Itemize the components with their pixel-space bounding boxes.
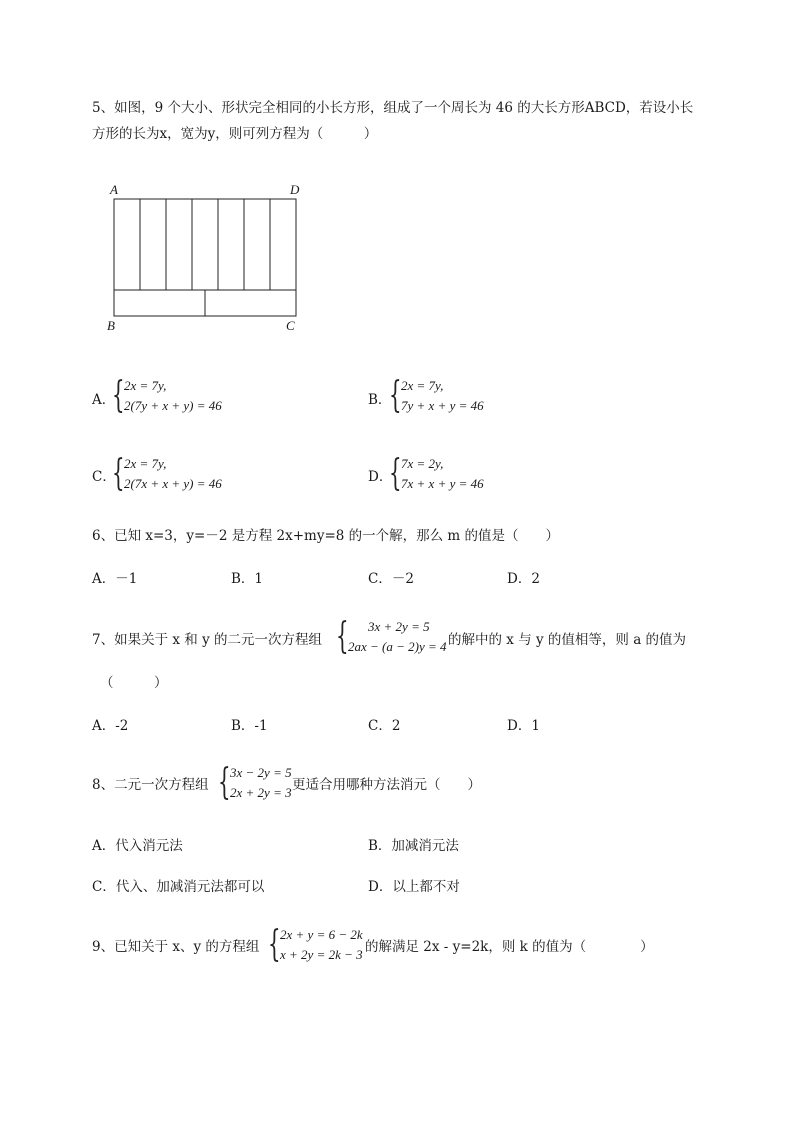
q8-stem-pre: 8、二元一次方程组 bbox=[92, 777, 209, 793]
q5-option-c-system: { 2x = 7y, 2(7x + x + y) = 46 bbox=[112, 453, 222, 494]
label-C: C bbox=[286, 318, 295, 333]
q7-option-c[interactable]: C．2 bbox=[368, 718, 401, 734]
q7-option-a[interactable]: A．-2 bbox=[92, 718, 129, 734]
label-A: A bbox=[110, 182, 118, 197]
q8-stem-post: 更适合用哪种方法消元（ ） bbox=[292, 777, 481, 793]
q7-stem-post: 的解中的 x 与 y 的值相等，则 a 的值为 bbox=[448, 632, 687, 648]
q9-stem-post: 的解满足 2x - y=2k，则 k 的值为（ ） bbox=[365, 939, 654, 955]
q5-option-b-key[interactable]: B． bbox=[368, 392, 392, 408]
q9-stem-pre: 9、已知关于 x、y 的方程组 bbox=[92, 939, 260, 955]
q5-option-d-system: { 7x = 2y, 7x + x + y = 46 bbox=[389, 453, 484, 494]
q6-option-d[interactable]: D．2 bbox=[507, 571, 540, 587]
q8-option-a[interactable]: A．代入消元法 bbox=[92, 838, 183, 854]
q7-option-b[interactable]: B．-1 bbox=[231, 718, 268, 734]
q7-stem-pre: 7、如果关于 x 和 y 的二元一次方程组 bbox=[92, 632, 322, 648]
q8-option-b[interactable]: B．加减消元法 bbox=[368, 838, 459, 854]
q5-option-a-key[interactable]: A． bbox=[92, 392, 116, 408]
q5-option-b-system: { 2x = 7y, 7y + x + y = 46 bbox=[389, 375, 484, 416]
q6-stem: 6、已知 x=3，y=－2 是方程 2x+my=8 的一个解，那么 m 的值是（ ） bbox=[92, 528, 560, 544]
q5-stem-line2: 方形的长为x，宽为y，则可列方程为（ ） bbox=[92, 126, 378, 142]
q8-option-d[interactable]: D．以上都不对 bbox=[368, 879, 460, 895]
q7-system: { 3x + 2y = 5 2ax − (a − 2)y = 4 bbox=[336, 616, 447, 657]
label-D: D bbox=[290, 182, 300, 197]
q6-option-b[interactable]: B．1 bbox=[231, 571, 264, 587]
q6-option-c[interactable]: C．－2 bbox=[368, 571, 414, 587]
q5-option-a-system: { 2x = 7y, 2(7y + x + y) = 46 bbox=[112, 375, 222, 416]
q7-option-d[interactable]: D．1 bbox=[507, 718, 540, 734]
q5-option-c-key[interactable]: C． bbox=[92, 469, 116, 485]
q8-option-c[interactable]: C．代入、加减消元法都可以 bbox=[92, 879, 265, 895]
q7-stem-line2: （ ） bbox=[100, 675, 168, 691]
rectangle-figure bbox=[100, 180, 310, 340]
q8-system: { 3x − 2y = 5 2x + 2y = 3 bbox=[218, 762, 292, 803]
q6-option-a[interactable]: A．－1 bbox=[92, 571, 138, 587]
q5-option-d-key[interactable]: D． bbox=[368, 469, 393, 485]
q9-system: { 2x + y = 6 − 2k x + 2y = 2k − 3 bbox=[268, 924, 363, 965]
label-B: B bbox=[107, 318, 115, 333]
q5-stem-line1: 5、如图，9 个大小、形状完全相同的小长方形，组成了一个周长为 46 的大长方形ABCD，若设小长 bbox=[92, 100, 694, 116]
